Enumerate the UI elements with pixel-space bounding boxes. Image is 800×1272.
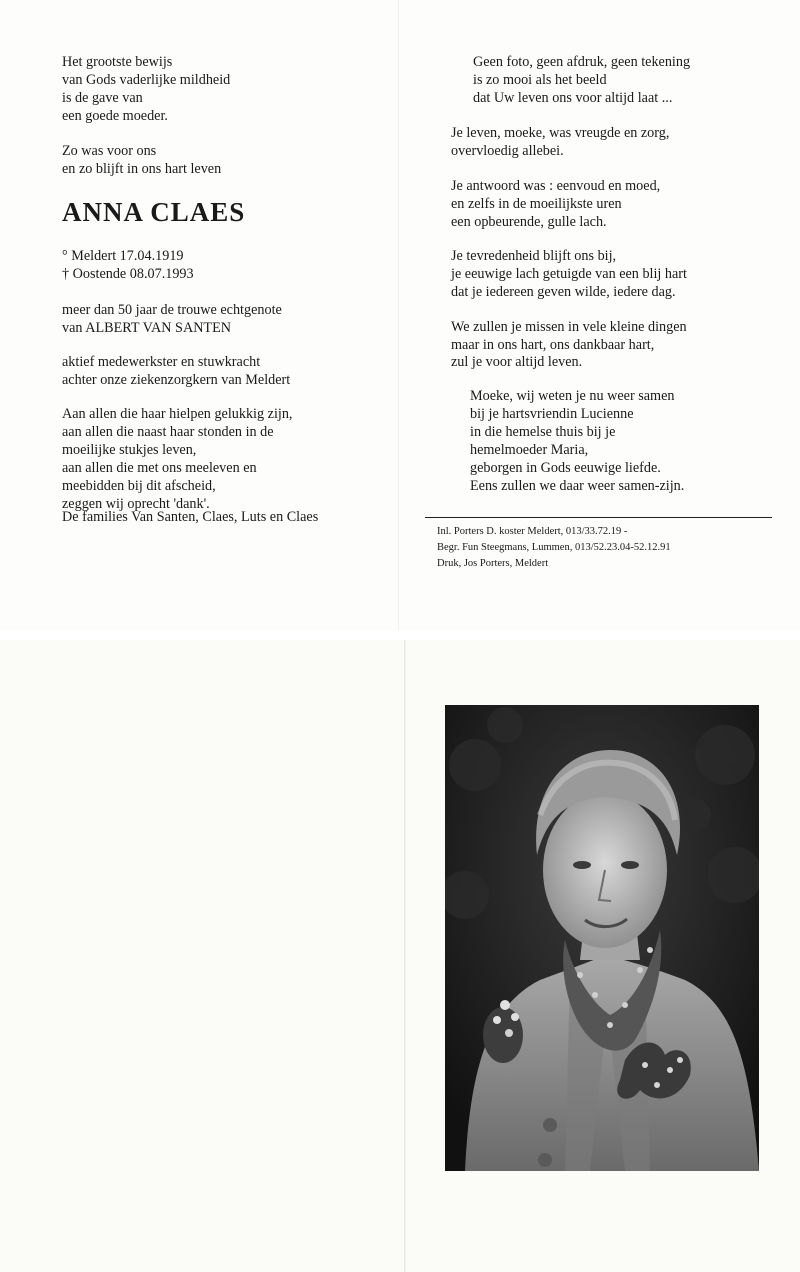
verse-line: Het grootste bewijs xyxy=(62,54,173,70)
poem-line: geborgen in Gods eeuwige liefde. xyxy=(470,460,661,476)
poem-line: Moeke, wij weten je nu weer samen xyxy=(470,388,675,404)
poem-line: Je leven, moeke, was vreugde en zorg, xyxy=(451,125,670,141)
poem-line: dat je iedereen geven wilde, iedere dag. xyxy=(451,284,676,300)
fold-line-top xyxy=(398,0,399,630)
credit-line: Druk, Jos Porters, Meldert xyxy=(437,558,549,569)
poem-line: hemelmoeder Maria, xyxy=(470,442,589,458)
family-signature: De families Van Santen, Claes, Luts en Claes xyxy=(62,509,319,525)
credit-line: Begr. Fun Steegmans, Lummen, 013/52.23.04-52.12.91 xyxy=(437,542,671,553)
poem-line: Geen foto, geen afdruk, geen tekening xyxy=(473,54,691,70)
poem-line: Eens zullen we daar weer samen-zijn. xyxy=(470,478,685,494)
poem-line: en zelfs in de moeilijkste uren xyxy=(451,196,622,212)
poem-line: een opbeurende, gulle lach. xyxy=(451,214,607,230)
fold-line-bottom xyxy=(404,640,406,1272)
poem-line: overvloedig allebei. xyxy=(451,143,564,159)
poem-line: Je antwoord was : eenvoud en moed, xyxy=(451,178,661,194)
poem-line: Je tevredenheid blijft ons bij, xyxy=(451,248,617,264)
credit-line: Inl. Porters D. koster Meldert, 013/33.72.19 - xyxy=(437,526,628,537)
divider-rule xyxy=(425,517,772,518)
thanks-line: meebidden bij dit afscheid, xyxy=(62,478,216,494)
poem-line: We zullen je missen in vele kleine dingen xyxy=(451,319,687,335)
thanks-line: zeggen wij oprecht 'dank'. xyxy=(62,496,210,512)
role-line: achter onze ziekenzorgkern van Meldert xyxy=(62,372,291,388)
thanks-line: moeilijke stukjes leven, xyxy=(62,442,197,458)
verse-line: een goede moeder. xyxy=(62,108,168,124)
verse-line: en zo blijft in ons hart leven xyxy=(62,161,222,177)
poem-line: dat Uw leven ons voor altijd laat ... xyxy=(473,90,673,106)
deceased-name: ANNA CLAES xyxy=(62,197,246,227)
poem-line: je eeuwige lach getuigde van een blij hart xyxy=(451,266,687,282)
portrait-photo xyxy=(445,705,759,1171)
poem-line: in die hemelse thuis bij je xyxy=(470,424,616,440)
page-gap xyxy=(0,630,800,640)
verse-line: is de gave van xyxy=(62,90,143,106)
thanks-line: aan allen die naast haar stonden in de xyxy=(62,424,274,440)
verse-line: Zo was voor ons xyxy=(62,143,157,159)
thanks-line: Aan allen die haar hielpen gelukkig zijn, xyxy=(62,406,293,422)
role-line: aktief medewerkster en stuwkracht xyxy=(62,354,261,370)
poem-line: bij je hartsvriendin Lucienne xyxy=(470,406,634,422)
death-info: † Oostende 08.07.1993 xyxy=(62,266,194,282)
spouse-line: meer dan 50 jaar de trouwe echtgenote xyxy=(62,302,282,318)
spouse-line: van ALBERT VAN SANTEN xyxy=(62,320,232,336)
birth-info: ° Meldert 17.04.1919 xyxy=(62,248,184,264)
poem-line: maar in ons hart, ons dankbaar hart, xyxy=(451,337,655,353)
portrait-photo-icon xyxy=(445,705,759,1171)
thanks-line: aan allen die met ons meeleven en xyxy=(62,460,257,476)
poem-line: zul je voor altijd leven. xyxy=(451,354,583,370)
verse-line: van Gods vaderlijke mildheid xyxy=(62,72,231,88)
poem-line: is zo mooi als het beeld xyxy=(473,72,607,88)
